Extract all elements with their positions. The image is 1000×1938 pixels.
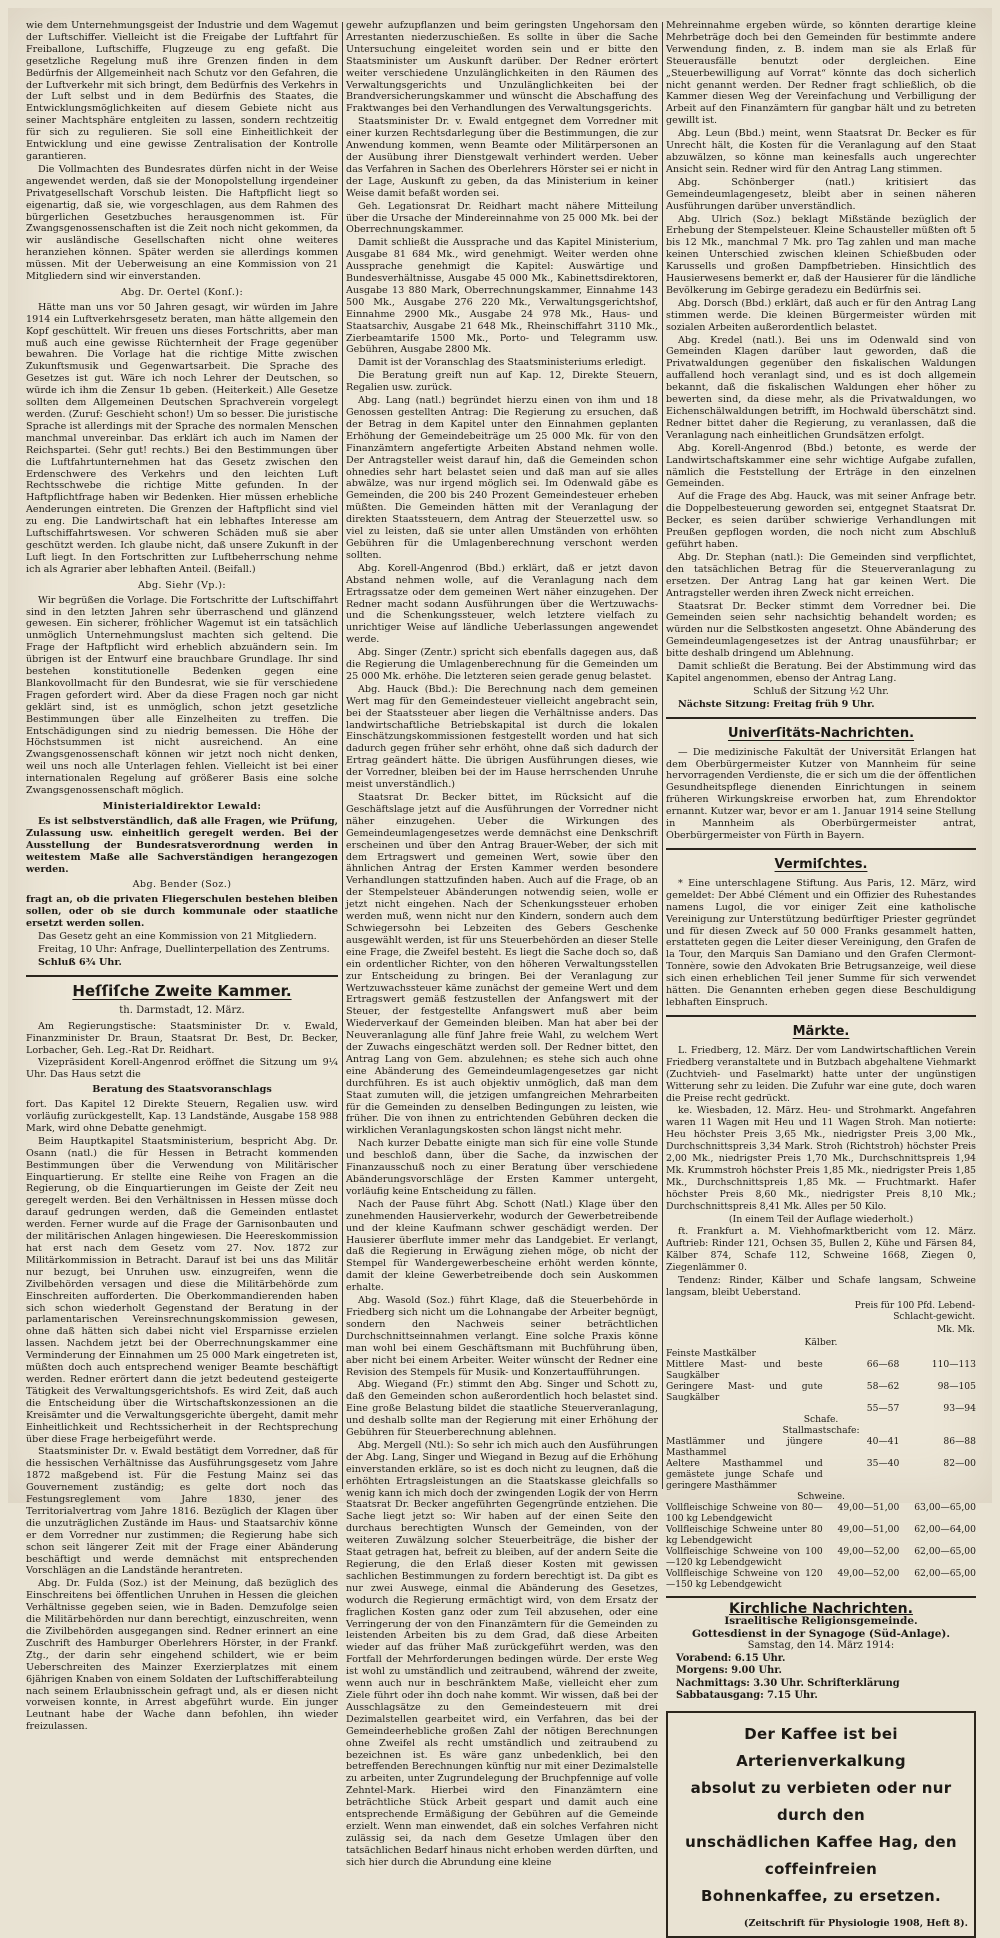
column-rule — [662, 22, 663, 1489]
church-notices — [666, 1600, 976, 1703]
article-paragraph: gewehr aufzupflanzen und beim geringsten Ungehorsam den Arrestanten niederzuschießen. Es sollte in über die Sache Untersuchung eingeleitet worden sein und er bitte den Staatsminister um Auskunft darüber. Der Redner erörtert weiter verschiedene Unzulänglichkeiten in den Räumen des Verwaltungsgerichts und Unzulänglichkeiten bei der Brandversicherungskammer und wünscht die Abschaffung des Fraktwanges bei den Verhandlungen des Verwaltungsgerichts. — [346, 20, 658, 115]
section-heading-universitaet: Univerſitäts-Nachrichten. — [727, 725, 915, 741]
section-heading-maerkte: Märkte. — [792, 1023, 850, 1039]
section-separator — [666, 848, 976, 850]
category-label: Schweine. — [797, 1490, 845, 1502]
article-paragraph: Damit ist der Voranschlag des Staatsministeriums erledigt. — [358, 357, 647, 369]
price-cell-dead: 98—105 — [937, 1380, 976, 1392]
article-paragraph: * Eine unterschlagene Stiftung. Aus Paris, 12. März, wird gemeldet: Der Abbé Clément und ein Offizier des Ruhestandes namens Lugol, die vor einiger Zeit eine katholische Vereinigung zur Unterstützung bedürftiger Priester gegründet und für diesen Zweck auf 50 000 Franks gesammelt hatten, erstatteten gegen die Leiter dieser Vereinigung, den Grafen de la Tour, den Marquis San Damiano und den Grafen Clermont-Tonnère, sowie den Advokaten Brie Betrugsanzeige, weil diese sich einen erheblichen Teil jener Summe für sich verwendet hätten. Die Genannten erheben gegen diese Beschuldigung lebhaften Einspruch. — [666, 877, 976, 1008]
price-cell-label: Vollfleischige Schweine von 80—100 kg Lebendgewicht — [666, 1501, 823, 1524]
church-line: Gottesdienst in der Synagoge (Süd-Anlage). — [691, 1627, 951, 1640]
article-paragraph: Schluß der Sitzung ½2 Uhr. — [753, 685, 889, 697]
price-cell-dead: 63,00—65,00 — [914, 1501, 976, 1513]
article-paragraph: Abg. Korell-Angenrod (Bbd.) erklärt, daß er jetzt davon Abstand nehmen wolle, auf die Veranlagung nach dem Ertragssatze oder dem gemeinen Wert näher einzugehen. Der Redner macht sodann Ausführungen über die Wertzuwachs- und die Schenkungssteuer, welch letztere vielfach zu unrichtiger Weise auf ländliche Ueberlassungen angewendet werde. — [346, 562, 658, 646]
price-table — [666, 1300, 976, 1590]
article-paragraph: Abg. Lang (natl.) begründet hierzu einen von ihm und 18 Genossen gestellten Antrag: Die Regierung zu ersuchen, daß der Betrag in dem Kapitel unter den Einnahmen geplanten Erhöhung der Gemeindebeiträge um 25 000 Mk. für von den Finanzämtern angefertigte Arbeiten Abstand nehmen wolle. Der Antragsteller weist darauf hin, daß die Gemeinden schon ohnedies sehr hart belastet seien und daß man auf sie alles abwälze, was nur irgend möglich sei. Im Odenwald gäbe es Gemeinden, die 200 bis 240 Prozent Gemeindesteuer erheben müßten. Die Gemeinden hätten mit der Veranlagung der direkten Staatssteuern, dem Antrag der Steuerzettel usw. so viel zu leisten, daß sie unter allen Umständen von erhöhten Gebühren für die Umlagenberechnung verschont werden sollten. — [346, 395, 658, 561]
price-cell-live: 49,00—52,00 — [837, 1567, 900, 1579]
price-cell-label: Vollfleischige Schweine von 120—150 kg Lebendgewicht — [666, 1567, 823, 1590]
price-cell-dead — [899, 1348, 976, 1359]
article-paragraph: Schluß 6¾ Uhr. — [38, 956, 122, 968]
price-row — [666, 1436, 976, 1458]
speaker-heading: Abg. Dr. Oertel (Konſ.): — [120, 286, 244, 298]
article-paragraph: Nächste Sitzung: Freitag früh 9 Uhr. — [678, 698, 875, 710]
article-paragraph: Staatsminister Dr. v. Ewald bestätigt dem Vorredner, daß für die hessischen Verhältnisse das Ausführungsgesetz vom Jahre 1872 maßgebend ist. Für die Festung Mainz sei das Gouvernement zuständig; es gelte dort noch das Festungsreglement vom Jahre 1830, jener des Territorialvertrag vom Jahre 1816. Bezüglich der Klagen über die unzuträglichen Zustände im Haus- und Staatsarchiv könne er dem Vorredner nur zustimmen; die Regierung habe sich schon seit längerer Zeit mit der Frage einer Abänderung beschäftigt und werde demnächst mit entsprechenden Vorschlägen an die Landstände herantreten. — [26, 1446, 338, 1577]
market-reports — [666, 1045, 976, 1299]
article-paragraph: Staatsrat Dr. Becker stimmt dem Vorredner bei. Die Gemeinden seien sehr nachsichtig behandelt worden; es würden nur die Selbstkosten angesetzt. Ohne Abänderung des Gemeindeumlagengesetzes ist der Antrag unausführbar; er bitte deshalb dringend um Ablehnung. — [666, 600, 976, 660]
price-row — [666, 1502, 976, 1524]
column-rule — [342, 22, 343, 1489]
speaker-heading: Ministerialdirektor Lewald: — [102, 801, 262, 812]
speaker-heading: Abg. Siehr (Vp.): — [137, 579, 227, 591]
price-cell-dead: 93—94 — [943, 1402, 976, 1414]
price-cell-label: Vollfleischige Schweine von 100—120 kg Lebendgewicht — [666, 1545, 823, 1568]
price-row — [666, 1458, 976, 1491]
article-paragraph: Abg. Dr. Fulda (Soz.) ist der Meinung, daß bezüglich des Einschreitens bei öffentlichen Unruhen in Hessen die gleichen Verhältnisse gegeben seien, wie in Baden. Demzufolge seien die Militärbehörden nur dann berechtigt, einzuschreiten, wenn die Zivilbehörden ausgegangen sind. Redner erinnert an eine Zuschrift des Hamburger Oberlehrers Hörster, in der Frankf. Ztg., der darin sehr eingehend schildert, wie er beim Ueberschreiten des Mainzer Exerzierplatzes mit einem 6jährigen Knaben von einem Soldaten der Luftschifferabteilung nach seinem Erlaubnisschein gefragt und, als er diesen nicht vorweisen konnte, in Arrest abgeführt wurde. Ein junger Leutnant habe der Wache dann befohlen, ihn wieder freizulassen. — [26, 1578, 338, 1733]
category-sublabel: Stallmastschafe: — [782, 1424, 860, 1436]
section-separator — [666, 1596, 976, 1598]
price-cell-live — [823, 1348, 900, 1359]
article-paragraph: Damit schließt die Beratung. Bei der Abstimmung wird das Kapitel angenommen, ebenso der Antrag Lang. — [666, 661, 976, 684]
market-paragraph: ft. Frankfurt a. M. Viehhofmarktbericht vom 12. März. Auftrieb: Rinder 121, Ochsen 35, Bullen 2, Kühe und Färsen 84, Kälber 874, Schafe 112, Schweine 1668, Ziegen 0, Ziegenlämmer 0. — [666, 1226, 976, 1274]
ad-line: unschädlichen Kaffee Hag, den coffeinfreien — [685, 1832, 957, 1878]
price-cell-label: Feinste Mastkälber — [666, 1347, 756, 1359]
ad-line: absolut zu verbieten oder nur durch den — [690, 1778, 952, 1824]
column-2 — [346, 20, 658, 1868]
article-paragraph: wie dem Unternehmungsgeist der Industrie und dem Wagemut der Luftschiffer. Vielleicht ist die Freigabe der Luftfahrt für Freiballone, Luftschiffe, Flugzeuge zu eng gefaßt. Die gesetzliche Regelung muß ihre Grenzen finden in dem Bedürfnis der Allgemeinheit nach Schutz vor den Gefahren, die der Luftverkehr mit sich bringt, dem Bedürfnis des Verkehrs in der Luft selbst und in dem Bedürfnis des Staates, die Entwicklungsmöglichkeiten auf diesem Gebiete nicht aus seiner Machtsphäre entgleiten zu lassen, sondern rechtzeitig für sich zu regulieren. Sie soll eine Einheitlichkeit der Entwicklung und eine gewisse Zentralisation der Kontrolle garantieren. — [26, 20, 338, 162]
section-separator — [666, 717, 976, 719]
church-line: Morgens: 9.00 Uhr. — [676, 1665, 782, 1677]
market-paragraph: L. Friedberg, 12. März. Der vom Landwirtschaftlichen Verein Friedberg veranstaltete und in Butzbach abgehaltene Viehmarkt (Zuchtvieh- und Faselmarkt) hatte unter der ungünstigen Witterung sehr zu leiden. Die Zufuhr war eine gute, doch waren die Preise recht gedrückt. — [666, 1044, 976, 1104]
church-line: Vorabend: 6.15 Uhr. — [676, 1652, 786, 1664]
section-heading-kammer: Heſſiſche Zweite Kammer. — [72, 981, 292, 1000]
price-cell-label: Aeltere Masthammel und gemästete junge Schafe und geringere Masthämmer — [666, 1457, 823, 1491]
price-cell-dead: 62,00—64,00 — [914, 1523, 976, 1535]
price-row — [666, 1568, 976, 1590]
ad-line: Bohnenkaffee, zu ersetzen. — [701, 1886, 941, 1905]
article-paragraph: Freitag, 10 Uhr: Anfrage, Duellinterpellation des Zentrums. — [38, 943, 330, 955]
price-cell-label: Geringere Mast- und gute Saugkälber — [666, 1380, 823, 1403]
article-paragraph: Nach der Pause führt Abg. Schott (Natl.) Klage über den zunehmenden Hausierverkehr, wodurch der Gewerbetreibende und der kleine Kaufmann schwer geschädigt werden. Der Hausierer überflute immer mehr das Landgebiet. Er verlangt, daß die Regierung in Erwägung ziehen möge, ob nicht der Stempel für Wandergewerbescheine erhöht werden könnte, damit der kleine Gewerbetreibende doch sein Auskommen erhalte. — [346, 1198, 658, 1294]
article-paragraph: Auf die Frage des Abg. Hauck, was mit seiner Anfrage betr. die Doppelbesteuerung geworden sei, entgegnet Staatsrat Dr. Becker, es seien darüber schwierige Verhandlungen mit Preußen gepflogen worden, die noch nicht zum Abschluß geführt haben. — [666, 491, 976, 550]
price-row — [666, 1546, 976, 1568]
article-paragraph: Abg. Singer (Zentr.) spricht sich ebenfalls dagegen aus, daß die Regierung die Umlagenberechnung für die Gemeinden um 25 000 Mk. erhöhe. Die letzteren seien gerade genug belastet. — [346, 647, 658, 682]
price-row — [666, 1381, 976, 1403]
article-paragraph: Nach kurzer Debatte einigte man sich für eine volle Stunde und beschloß dann, über die Sache, da inzwischen der Finanzausschuß noch zu einer Beratung über verschiedene Abänderungsvorschläge der Ersten Kammer untergeht, vorläufig keine Entscheidung zu fällen. — [346, 1138, 658, 1197]
article-paragraph: Abg. Wasold (Soz.) führt Klage, daß die Steuerbehörde in Friedberg sich nicht um die Lohnangabe der Arbeiter begnügt, sondern den Nachweis seiner beträchtlichen Durchschnittseinnahmen verlangt. Eine solche Praxis könne man wohl bei einem Geschäftsmann mit Buchführung üben, aber nicht bei einem Arbeiter. Weiter wünscht der Redner eine Revision des Stempels für Musik- und Konzertaufführungen. — [346, 1295, 658, 1378]
article-paragraph: fragt an, ob die privaten Fliegerschulen bestehen bleiben sollen, oder ob sie durch kommunale oder staatliche ersetzt werden sollen. — [26, 894, 338, 930]
article-paragraph: Geh. Legationsrat Dr. Reidhart macht nähere Mitteilung über die Ursache der Mindereinnahme von 25 000 Mk. bei der Oberrechnungskammer. — [346, 200, 658, 236]
article-paragraph: Staatsrat Dr. Becker bittet, im Rücksicht auf die Geschäftslage jetzt auf die Ausführungen der Vorredner nicht näher einzugehen. Ueber die Wirkungen des Gemeindeumlagengesetzes werde demnächst eine Denkschrift erscheinen und über den Antrag Brauer-Weber, der sich mit dem Ertragswert und gemeinen Wert, sowie über den ähnlichen Antrag der Ersten Kammer werden besondere Verhandlungen stattzufinden haben. Auch auf die Frage, ob an der Stempelsteuer Abänderungen notwendig seien, wolle er jetzt nicht eingehen. Nach der Schenkungssteuer erhoben werden muß, wenn nicht nur den Kindern, sondern auch dem Schwiegersohn bei Lebzeiten des Gebers Geschenke ausgewählt werden, ist für uns Steuerbehörden an dieser Stelle eine Frage, die Zweifel besteht. Es liegt die Sache doch so, daß ein ordentlicher Richter, von den höheren Verwaltungsstellen zur Entscheidung zu bringen. Bei der Veranlagung zur Wertzuwachssteuer käme zunächst der gemeine Wert und dem Ertragswert gemäß festzustellen der Anfangswert mit der Steuer, der festgestellte Anfangswert muß aber beim Wiederverkauf der Gemeinden bleiben. Man hat aber bei der Neuveranlagung alle fünf Jahre freie Wahl, zu welchem Wert der Zuwachs eingeschätzt werden soll. Der Redner bittet, den Antrag Lang von Gem. abzulehnen; es stehe sich auch ohne eine Abänderung des Gemeindeumlagengesetzes gar nicht durchführen. Es ist auch objektiv unmöglich, daß man dem Staat zumuten will, die jetzigen umfangreichen Mehrarbeiten für die Gemeinden zu denselben Bedingungen zu leisten, wie früher. Die von ihnen zu entrichtenden Gebühren decken die wirklichen Veranlagungskosten schon längst nicht mehr. — [346, 792, 658, 1137]
article-paragraph: Abg. Korell-Angenrod (Bbd.) betonte, es werde der Landwirtschaftskammer eine sehr wichtige Aufgabe zufallen, nämlich die Feststellung der Erträge in den einzelnen Gemeinden. — [666, 442, 976, 490]
dateline: th. Darmstadt, 12. März. — [119, 1004, 245, 1016]
article-paragraph: Staatsminister Dr. v. Ewald entgegnet dem Vorredner mit einer kurzen Rechtsdarlegung über die Bestimmungen, die zur Anwendung kommen, wenn Beamte oder Militärpersonen an der Ausübung ihrer Dienstgewalt verhindert werden. Ueber das Verfahren in Sachen des Oberlehrers Hörster sei er nicht in der Lage, Auskunft zu geben, da das Ministerium in keiner Weise damit befaßt worden sei. — [346, 116, 658, 199]
price-cell-dead: 62,00—65,00 — [914, 1567, 976, 1579]
price-row — [666, 1348, 976, 1359]
church-line: Samstag, den 14. März 1914: — [747, 1640, 895, 1652]
section-separator — [26, 975, 338, 977]
price-cell-live: 49,00—52,00 — [837, 1545, 900, 1557]
section-heading-vermischtes: Vermiſchtes. — [774, 856, 868, 872]
ad-source: (Zeitschrift für Physiologie 1908, Heft 8). — [743, 1917, 968, 1929]
price-cell-dead: 62,00—65,00 — [914, 1545, 976, 1557]
price-cell-label: Mittlere Mast- und beste Saugkälber — [666, 1358, 823, 1381]
price-row — [666, 1524, 976, 1546]
coffee-advertisement — [666, 1711, 976, 1938]
column-3 — [666, 20, 976, 1929]
category-label: Schafe. — [803, 1413, 839, 1425]
church-heading: Kirchliche Nachrichten. — [729, 1600, 913, 1617]
price-cell-live: 49,00—51,00 — [837, 1523, 900, 1535]
price-cell-live: 58—62 — [866, 1380, 900, 1392]
article-paragraph: Abg. Leun (Bbd.) meint, wenn Staatsrat Dr. Becker es für Unrecht hält, die Kosten für die Veranlagung auf den Staat abzuwälzen, so könne man keinesfalls auch ungerechter Ansicht sein. Redner wird für den Antrag Lang stimmen. — [666, 128, 976, 175]
column-1 — [26, 20, 338, 1733]
price-cell-live: 49,00—51,00 — [837, 1501, 900, 1513]
article-paragraph: Abg. Schönberger (natl.) kritisiert das Gemeindeumlagengesetz, bleibt aber in seinen näheren Ausführungen darüber unverständlich. — [666, 176, 976, 212]
price-cell-live: 35—40 — [866, 1457, 900, 1469]
price-row — [666, 1403, 976, 1414]
price-table-header: Preis für 100 Pfd. Lebend- Schlacht-gewicht. — [854, 1300, 975, 1322]
article-paragraph: Die Beratung greift nun auf Kap. 12, Direkte Steuern, Regalien usw. zurück. — [346, 370, 658, 394]
price-table-units: Mk. Mk. — [937, 1324, 975, 1335]
article-paragraph: Abg. Wiegand (Fr.) stimmt den Abg. Singer und Schott zu, daß den Gemeinden schon außerordentlich hoch belastet sind. Eine große Belastung bildet die staatliche Steuerveranlagung, und deshalb sollte man der Regierung mit einer Erhöhung der Gebühren für Steuerberechnung ablehnen. — [346, 1379, 658, 1439]
article-paragraph: Vizepräsident Korell-Angenrod eröffnet die Sitzung um 9¼ Uhr. Das Haus setzt die — [26, 1057, 338, 1081]
category-label: Kälber. — [804, 1336, 838, 1348]
subheading: Beratung des Staatsvoranschlags — [92, 1084, 272, 1096]
church-line: Nachmittags: 3.30 Uhr. Schrifterklärung — [676, 1677, 900, 1689]
article-paragraph: Abg. Kredel (natl.). Bei uns im Odenwald sind von Gemeinden Klagen darüber laut geworden, daß die Privatwaldungen gegenüber den fiskalischen Waldungen auffallend hoch veranlagt sind, und es ist doch allgemein bekannt, daß die fiskalischen Waldungen eher höher zu bewerten sind, da diese mehr, als die Privatwaldungen, wo Eichenschälwaldungen betrifft, im Hochwald überschätzt sind. Redner bittet daher die Regierung, zu veranlassen, daß die Veranlagung nach einheitlichen Grundsätzen erfolgt. — [666, 334, 976, 441]
article-paragraph: fort. Das Kapitel 12 Direkte Steuern, Regalien usw. wird vorläufig zurückgestellt, Kap. 13 Landstände, Ausgabe 158 988 Mark, wird ohne Debatte genehmigt. — [26, 1099, 338, 1134]
price-cell-label — [666, 1403, 823, 1414]
article-paragraph: Wir begrüßen die Vorlage. Die Fortschritte der Luftschiffahrt sind in den letzten Jahren sehr überraschend und glänzend gewesen. Ein sicherer, fröhlicher Wagemut ist ein tatsächlich unmöglich Unternehmungslust machten sich geltend. Die Frage der Haftpflicht wird erheblich abzuändern sein. Im übrigen ist der Entwurf eine brauchbare Grundlage. Ihr sind bestehen konstitutionelle Bedenken gegen eine Blankovollmacht für den Bundesrat, wie sie für verschiedene Fragen gefordert wird. Aber da diese Fragen noch gar nicht geklärt sind, ist es unmöglich, schon jetzt gesetzliche Bestimmungen über alle Einzelheiten zu treffen. Die Entschädigungen sind zu niedrig bemessen. Die Höhe der Höchstsummen ist nicht ausreichend. An eine Zwangsgenossenschaft können wir jetzt noch nicht denken, weil uns noch alle Unterlagen fehlen. Vielleicht ist bei einer internationalen Regelung auf größerer Basis eine solche Zwangsgenossenschaft möglich. — [26, 594, 338, 797]
article-paragraph: Abg. Ulrich (Soz.) beklagt Mißstände bezüglich der Erhebung der Stempelsteuer. Kleine Schausteller müßten oft 5 bis 12 Mk., manchmal 7 Mk. pro Tag zahlen und man mache keinen Unterschied zwischen kleinen Schießbuden oder Karussells und großen Dampfbetrieben. Hinsichtlich des Hausierwesens bemerkt er, daß der Hausierer für die ländliche Bevölkerung im Gebirge geradezu ein Bedürfnis sei. — [666, 213, 976, 296]
market-paragraph: ke. Wiesbaden, 12. März. Heu- und Strohmarkt. Angefahren waren 11 Wagen mit Heu und 11 Wagen Stroh. Man notierte: Heu höchster Preis 3,65 Mk., niedrigster Preis 3,00 Mk., Durchschnittspreis 3,34 Mark. Stroh (Richtstroh) höchster Preis 2,00 Mk., niedrigster Preis 1,70 Mk., Durchschnittspreis 1,94 Mk. Krummstroh höchster Preis 1,85 Mk., niedrigster Preis 1,85 Mk., Durchschnittspreis 1,85 Mk. — Fruchtmarkt. Hafer höchster Preis 8,60 Mk., niedrigster Preis 8,10 Mk.; Durchschnittspreis 8,41 Mk. Alles per 50 Kilo. — [666, 1105, 976, 1212]
price-cell-label: Vollfleischige Schweine unter 80 kg Lebendgewicht — [666, 1523, 823, 1546]
price-cell-label: Mastlämmer und jüngere Masthammel — [666, 1435, 823, 1458]
newspaper-page — [8, 8, 992, 1929]
article-paragraph: Abg. Dr. Stephan (natl.): Die Gemeinden sind verpflichtet, den tatsächlichen Betrag für die Steuerveranlagung zu ersetzen. Der Antrag Lang hat gar keinen Wert. Die Antragsteller werden ihren Zweck nicht erreichen. — [666, 551, 976, 599]
article-paragraph: — Die medizinische Fakultät der Universität Erlangen hat dem Oberbürgermeister Kutzer von Mannheim für seine hervorragenden Verdienste, die er sich um die der öffentlichen Gesundheitspflege dienenden Einrichtungen in seinem früheren Wirkungskreise erworben hat, zum Ehrendoktor ernannt. Kutzer war, bevor er am 1. Januar 1914 seine Stellung in Mannheim als Oberbürgermeister antrat, Oberbürgermeister von Fürth in Bayern. — [666, 746, 976, 841]
speaker-heading: Abg. Bender (Soz.) — [132, 879, 232, 891]
article-paragraph: Beim Hauptkapitel Staatsministerium, bespricht Abg. Dr. Osann (natl.) die für Hessen in Betracht kommenden Bestimmungen über die Verwendung von Militärischer Einquartierung. Er stellte eine Reihe von Fragen an die Regierung, ob die Einquartierungen im Geiste der Zeit neu geregelt werden. Bei den Verhältnissen in Hessen müsse doch darauf gedrungen werden, daß die Gemeinden entlastet werden. Ferner wurde auf die Frage der Garnisonbauten und der militärischen Anlagen hingewiesen. Die Heereskommission hat erst nach dem Gesetz vom 27. Nov. 1872 zur Militärkommission in Betracht. Darauf ist bei uns das Militär nur bezugt, bei Unruhen usw. einzugreifen, wenn die Zivilbehörden versagen und diese die Militärbehörde zum Einschreiten aufforderten. Die Oberkommandierenden haben sich schon wiederholt Gegenstand der Beratung in der parlamentarischen Vereinsrechnungskommission gewesen, ohne daß hätten sich dabei nicht viel Ersparnisse erzielen lassen. Nachdem jetzt bei der Oberrechnungskammer eine Verminderung der Einnahmen um 25 000 Mark eingetreten ist, müßten doch auch entsprechend weniger Beamte beschäftigt werden. Redner erörtert dann die jetzt bedeutend gesteigerte Tätigkeit des Verwaltungsgerichtshofs. Es wird Zeit, daß auch die Entscheidung über die Wirtschaftskonzessionen an die Kreisämter und die Verwaltungsgerichte übergeht, damit mehr Einheitlichkeit und Rechtssicherheit in der Rechtsprechung über diese Frage herbeigeführt werde. — [26, 1135, 338, 1445]
article-paragraph: Abg. Hauck (Bbd.): Die Berechnung nach dem gemeinen Wert mag für den Gemeindesteuer vielleicht angebracht sein, bei der Staatssteuer aber liegen die Verhältnisse anders. Das landwirtschaftliche Betriebskapital ist durch die lokalen Einschätzungskommissionen festgestellt worden und hat sich dadurch gegen früher sehr erhöht, ohne daß sich dadurch der Ertrag geändert hätte. Die übrigen Ausführungen dieses, wie der Vorredner, bleiben bei der im Hause herrschenden Unruhe meist unverständlich.) — [346, 683, 658, 791]
church-line: Israelitische Religionsgemeinde. — [724, 1615, 918, 1628]
article-paragraph: Das Gesetz geht an eine Kommission von 21 Mitgliedern. — [38, 931, 317, 943]
article-paragraph: Hätte man uns vor 50 Jahren gesagt, wir würden im Jahre 1914 ein Luftverkehrsgesetz beraten, man hätte allgemein den Kopf geschüttelt. Wir freuen uns dieses Fortschritts, aber man muß auch eine gewisse Rüchternheit der Frage gegenüber bewahren. Die Vorlage hat die richtige Mitte zwischen Zukunftsmusik und Gegenwartsarbeit. Die Sprache des Gesetzes ist gut. Wäre ich noch Lehrer der Deutschen, so würde ich ihm die Zensur 1b geben. (Heiterkeit.) Alle Gesetze sollten dem Allgemeinen Deutschen Sprachverein vorgelegt werden. (Zuruf: Geschieht schon!) Um so besser. Die juristische Sprache ist allerdings mit der Sprache des normalen Menschen manchmal unvereinbar. Das erklärt ich auch im Namen der Reichspartei. (Sehr gut! rechts.) Bei den Bestimmungen über die Luftfahrtunternehmen hat das Gesetz zwischen den Erdenschwere des Verkehrs und den leichten Luft Rechtsschwebe die richtige Mitte gefunden. In der Haftpflichtfrage haben wir Bedenken. Hier müssen erhebliche Aenderungen eintreten. Die Grenzen der Haftpflicht sind viel zu eng. Die Landwirtschaft hat ein lebhaftes Interesse am Luftschiffahrtswesen. Vor schweren Schäden muß sie aber geschützt werden. Ich glaube nicht, daß unsere Zukunft in der Luft liegt. In den Fortschritten zur Luftbeherrschung nehme ich als Agrarier aber lebhaften Anteil. (Beifall.) — [26, 301, 338, 575]
market-note: (In einem Teil der Auflage wiederholt.) — [728, 1213, 914, 1225]
price-cell-live: 40—41 — [866, 1435, 900, 1447]
article-paragraph: Abg. Dorsch (Bbd.) erklärt, daß auch er für den Antrag Lang stimmen werde. Die kleinen Bürgermeister würden mit sozialen Arbeiten außerordentlich belastet. — [666, 297, 976, 333]
section-separator — [666, 1015, 976, 1017]
article-paragraph: Es ist selbstverständlich, daß alle Fragen, wie Prüfung, Zulassung usw. einheitlich geregelt werden. Bei der Ausstellung der Bundesratsverordnung werden in weitestem Maße alle Sachverständigen herangezogen werden. — [26, 815, 338, 875]
ad-line: Der Kaffee ist bei Arterienverkalkung — [736, 1724, 906, 1770]
church-line: Sabbatausgang: 7.15 Uhr. — [676, 1690, 818, 1702]
article-paragraph: Die Vollmachten des Bundesrates dürfen nicht in der Weise angewendet werden, daß sie der Monopolstellung irgendeiner Privatgesellschaft Vorschub leisten. Die Haftpflicht liegt so eigenartig, daß sie, wie vorgeschlagen, aus dem Rahmen des bürgerlichen Gesetzbuches herausgenommen ist. Für Zwangsgenossenschaften ist die Zeit noch nicht gekommen, da wir ausländische Gesellschaften nicht ohne weiteres heranziehen können. Später werden sie allerdings kommen müssen. Mit der Ueberweisung an eine Kommission von 21 Mitgliedern sind wir einverstanden. — [26, 163, 338, 283]
price-cell-live: 66—68 — [866, 1358, 900, 1370]
article-paragraph: Mehreinnahme ergeben würde, so könnten derartige kleine Mehrbeträge doch bei den Gemeinden für bestimmte andere Verwendung finden, z. B. indem man sie als Erlaß für Steuerausfälle benutzt oder dergleichen. Eine „Steuerbewilligung auf Vorrat“ könnte das doch sicherlich nicht genannt werden. Der Redner fragt schließlich, ob die Kammer diesen Weg der Vereinfachung und Verbilligung der Arbeit auf den Finanzämtern für gangbar hält und zu betreten gewillt ist. — [666, 20, 976, 127]
article-paragraph: Damit schließt die Aussprache und das Kapitel Ministerium, Ausgabe 81 684 Mk., wird genehmigt. Weiter werden ohne Aussprache genehmigt die Kapitel: Auswärtige und Bundesverhältnisse, Ausgabe 45 000 Mk., Kabinettsdirektoren, Ausgabe 13 880 Mark, Oberrechnungskammer, Einnahme 143 500 Mk., Ausgabe 276 220 Mk., Verwaltungsgerichtshof, Einnahme 2900 Mk., Ausgabe 24 978 Mk., Haus- und Staatsarchiv, Ausgabe 21 648 Mk., Rheinschiffahrt 3110 Mk., Zierbeamtarife 1500 Mk., Porto- und Telegramm usw. Gebühren, Ausgabe 2800 Mk. — [346, 237, 658, 356]
market-paragraph: Tendenz: Rinder, Kälber und Schafe langsam, Schweine langsam, bleibt Ueberstand. — [666, 1275, 976, 1298]
article-paragraph: Abg. Mergell (Ntl.): So sehr ich mich auch den Ausführungen der Abg. Lang, Singer und Wiegand in Bezug auf die Erhöhung einverstanden erkläre, so ist es doch nicht zu leugnen, daß die erhöhten Ertragsleistungen an die Staatskasse gleichfalls so wenig kann ich mich doch der zwingenden Logik der von Herrn Staatsrat Dr. Becker angeführten Gegengründe entziehen. Die Sache liegt jetzt so: Wir haben auf der einen Seite den durchaus berechtigten Wunsch der Gemeinden, von der weiteren Zuwälzung solcher Steuerbeiträge, die bisher der Staat getragen hat, befreit zu bleiben, auf der andern Seite die Regierung, die den Erlaß dieser Kosten mit gewissen sachlichen Bestimmungen zu fordern berechtigt ist. Da gibt es nur zwei Auswege, einmal die Abänderung des Gesetzes, wodurch die Regierung ermächtigt wird, von dem Ersatz der fraglichen Kosten ganz oder zum Teil abzusehen, oder eine Verringerung der von den Finanzämtern für die Gemeinden zu leistenden Arbeiten bis zu dem Grad, daß diese Arbeiten wieder auf das früher Maß zurückgeführt werden, was den Fortfall der Mehrforderungen bedingen würde. Der erste Weg ist wohl zu umständlich und zeitraubend, während der zweite, wenn auch nur in beschränktem Maße, vielleicht eher zum Ziele führt oder ihn doch nahe kommt. Wir wissen, daß bei der Ausschlagsätze zu den Gemeindesteuern mit drei Dezimalstellen gearbeitet wird, ein Verfahren, das bei der Gemeindeerhebliche großen Zahl der nötigen Berechnungen ohne Zweifel als recht umständlich und zeitraubend zu bezeichnen ist. Es wäre ganz unbedenklich, bei den betreffenden Berechnungen künftig nur mit einer Dezimalstelle zu arbeiten, unter Zugrundelegung der Bruchpfennige auf volle Zehntel-Mark. Hierbei wird den Finanzämtern eine beträchtliche Stück Arbeit gespart und damit auch eine entsprechende Ermäßigung der Gebühren auf die Gemeinde erzielt. Wenn man einwendet, daß ein solches Verfahren nicht zulässig sei, da nach dem Gesetze Umlagen über den tatsächlichen Bedarf hinaus nicht erhoben werden dürften, und sich hier durch die Abrundung eine kleine — [346, 1439, 658, 1868]
price-cell-dead: 86—88 — [943, 1435, 976, 1447]
price-row — [666, 1359, 976, 1381]
price-cell-dead: 82—00 — [943, 1457, 976, 1469]
price-cell-live: 55—57 — [866, 1402, 900, 1414]
price-cell-dead: 110—113 — [931, 1358, 976, 1370]
article-paragraph: Am Regierungstische: Staatsminister Dr. v. Ewald, Finanzminister Dr. Braun, Staatsrat Dr. Best, Dr. Becker, Lorbacher, Geh. Leg.-Rat Dr. Reidhart. — [26, 1020, 338, 1056]
